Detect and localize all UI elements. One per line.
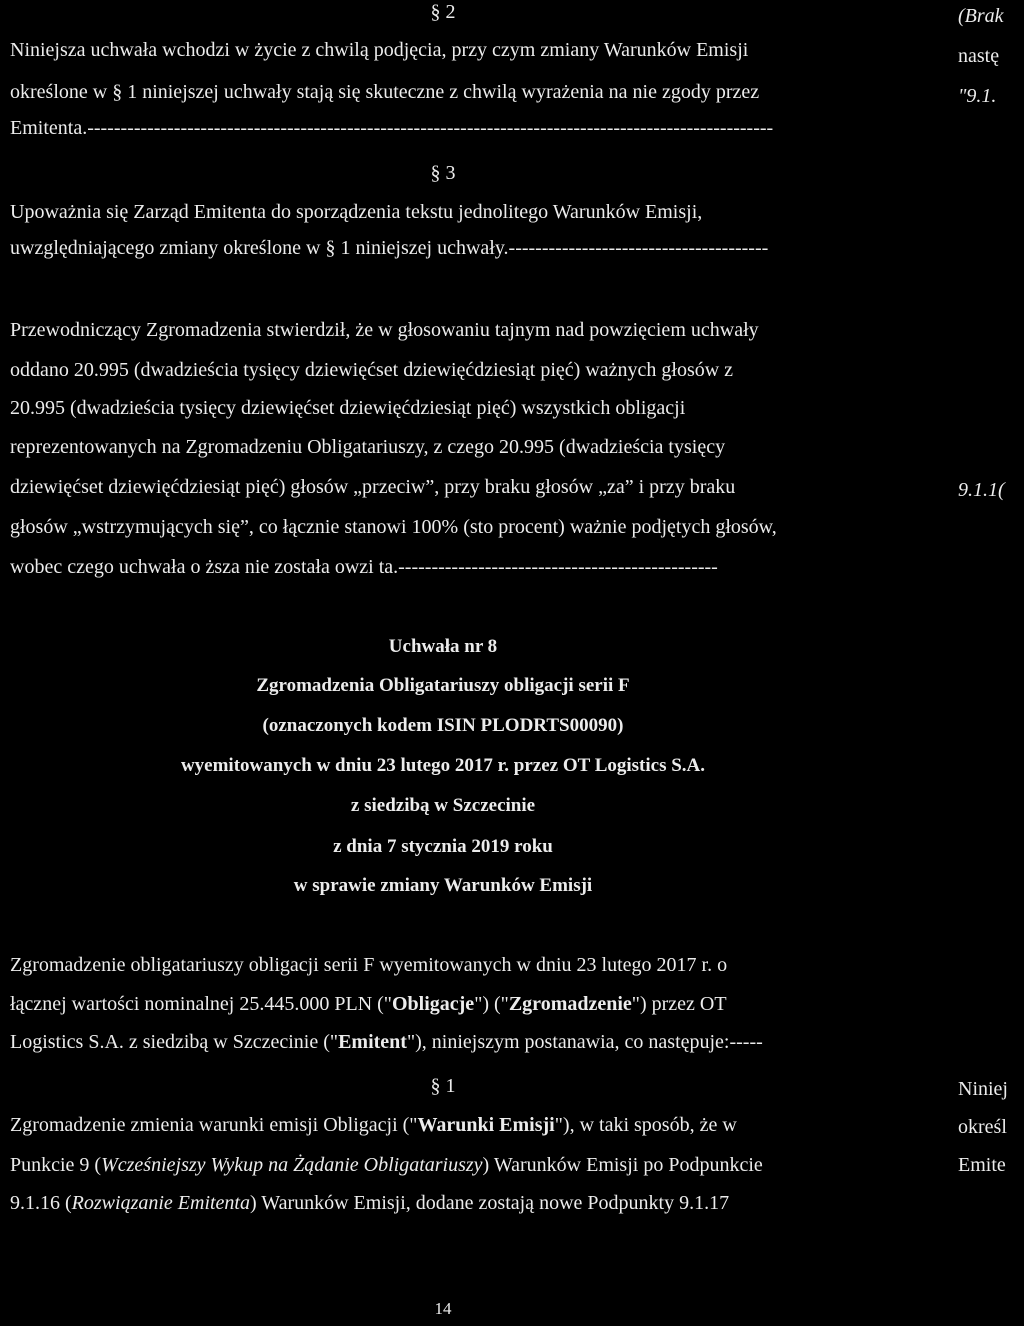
vote-line-5: dziewięćset dziewięćdziesiąt pięć) głosów „przeciw”, przy braku głosów „za” i przy braku — [10, 476, 736, 498]
resolution-heading-line-2: Zgromadzenia Obligatariuszy obligacji serii F — [256, 675, 630, 696]
right-fragment-5: Niniej — [958, 1078, 1008, 1100]
section-symbol-2: § 2 — [430, 1, 456, 23]
section1-line-3 — [10, 1193, 729, 1213]
resolution-heading-line-4: wyemitowanych w dniu 23 lutego 2017 r. przez OT Logistics S.A. — [180, 755, 706, 776]
section3-line-1: Upoważnia się Zarząd Emitenta do sporządzenia tekstu jednolitego Warunków Emisji, — [10, 201, 703, 223]
section1-line-3-text-c: ) Warunków Emisji, dodane zostają nowe Podpunkty 9.1.17 — [250, 1192, 730, 1214]
right-fragment-3: "9.1. — [958, 85, 997, 107]
intro-line-2-text-a: łącznej wartości nominalnej 25.445.000 PLN (" — [10, 993, 392, 1015]
resolution-heading-line-3: (oznaczonych kodem ISIN PLODRTS00090) — [262, 715, 624, 736]
resolution-heading-line-5: z siedzibą w Szczecinie — [350, 795, 536, 816]
section1-line-1-text-c: "), w taki sposób, że w — [554, 1114, 737, 1136]
intro-line-3 — [10, 1032, 763, 1052]
section1-line-1-text-a: Zgromadzenie zmienia warunki emisji Obligacji (" — [10, 1114, 418, 1136]
term-emitent: Emitent — [338, 1031, 407, 1053]
section1-line-2-text-c: ) Warunków Emisji po Podpunkcie — [482, 1154, 763, 1176]
section-symbol-1: § 1 — [430, 1075, 456, 1097]
term-wczesniejszy-wykup: Wcześniejszy Wykup na Żądanie Obligatariuszy — [101, 1154, 483, 1176]
right-fragment-7: Emite — [958, 1154, 1006, 1176]
page-number: 14 — [434, 1299, 452, 1318]
section1-line-3-text-a: 9.1.16 ( — [10, 1192, 72, 1214]
term-zgromadzenie: Zgromadzenie — [508, 993, 632, 1015]
intro-line-2-text-e: ") przez OT — [631, 993, 727, 1015]
section1-line-2 — [10, 1155, 763, 1175]
vote-line-4: reprezentowanych na Zgromadzeniu Obligatariuszy, z czego 20.995 (dwadzieścia tysięcy — [10, 436, 726, 458]
section-symbol-3: § 3 — [430, 162, 456, 184]
section1-line-2-text-a: Punkcie 9 ( — [10, 1154, 102, 1176]
right-fragment-1: (Brak — [958, 5, 1004, 27]
vote-line-1: Przewodniczący Zgromadzenia stwierdził, że w głosowaniu tajnym nad powzięciem uchwały — [10, 319, 759, 341]
term-rozwiazanie-emitenta: Rozwiązanie Emitenta — [71, 1192, 250, 1214]
intro-line-3-text-a: Logistics S.A. z siedzibą w Szczecinie (" — [10, 1031, 339, 1053]
section2-line-1: Niniejsza uchwała wchodzi w życie z chwilą podjęcia, przy czym zmiany Warunków Emisji — [10, 39, 749, 61]
right-fragment-6: określ — [958, 1116, 1007, 1138]
intro-line-2-text-c: ") (" — [474, 993, 509, 1015]
section3-line-2: uwzględniającego zmiany określone w § 1 niniejszej uchwały.--------------------------------------- — [10, 237, 769, 259]
intro-line-3-text-c: "), niniejszym postanawia, co następuje:----- — [406, 1031, 763, 1053]
section1-line-1 — [10, 1115, 737, 1135]
term-warunki-emisji: Warunki Emisji — [417, 1114, 555, 1136]
vote-line-7: wobec czego uchwała o ższa nie została owzi ta.------------------------------------------------ — [10, 556, 718, 578]
vote-line-6: głosów „wstrzymujących się”, co łącznie stanowi 100% (sto procent) ważnie podjętych głosów, — [10, 516, 777, 538]
right-fragment-2: nastę — [958, 45, 1000, 67]
section2-line-3: Emitenta.------------------------------------------------------------------------------------------------------- — [10, 117, 774, 139]
resolution-heading-line-6: z dnia 7 stycznia 2019 roku — [333, 836, 553, 857]
right-fragment-4: 9.1.1( — [958, 479, 1005, 501]
intro-line-1: Zgromadzenie obligatariuszy obligacji serii F wyemitowanych w dniu 23 lutego 2017 r. o — [10, 954, 728, 976]
section2-line-2: określone w § 1 niniejszej uchwały stają się skuteczne z chwilą wyrażenia na nie zgody przez — [10, 81, 760, 103]
resolution-heading-line-7: w sprawie zmiany Warunków Emisji — [293, 875, 593, 896]
resolution-number: Uchwała nr 8 — [388, 636, 498, 657]
intro-line-2 — [10, 994, 727, 1014]
vote-line-2: oddano 20.995 (dwadzieścia tysięcy dziewięćset dziewięćdziesiąt pięć) ważnych głosów z — [10, 359, 734, 381]
term-obligacje: Obligacje — [391, 993, 475, 1015]
vote-line-3: 20.995 (dwadzieścia tysięcy dziewięćset dziewięćdziesiąt pięć) wszystkich obligacji — [10, 397, 686, 419]
